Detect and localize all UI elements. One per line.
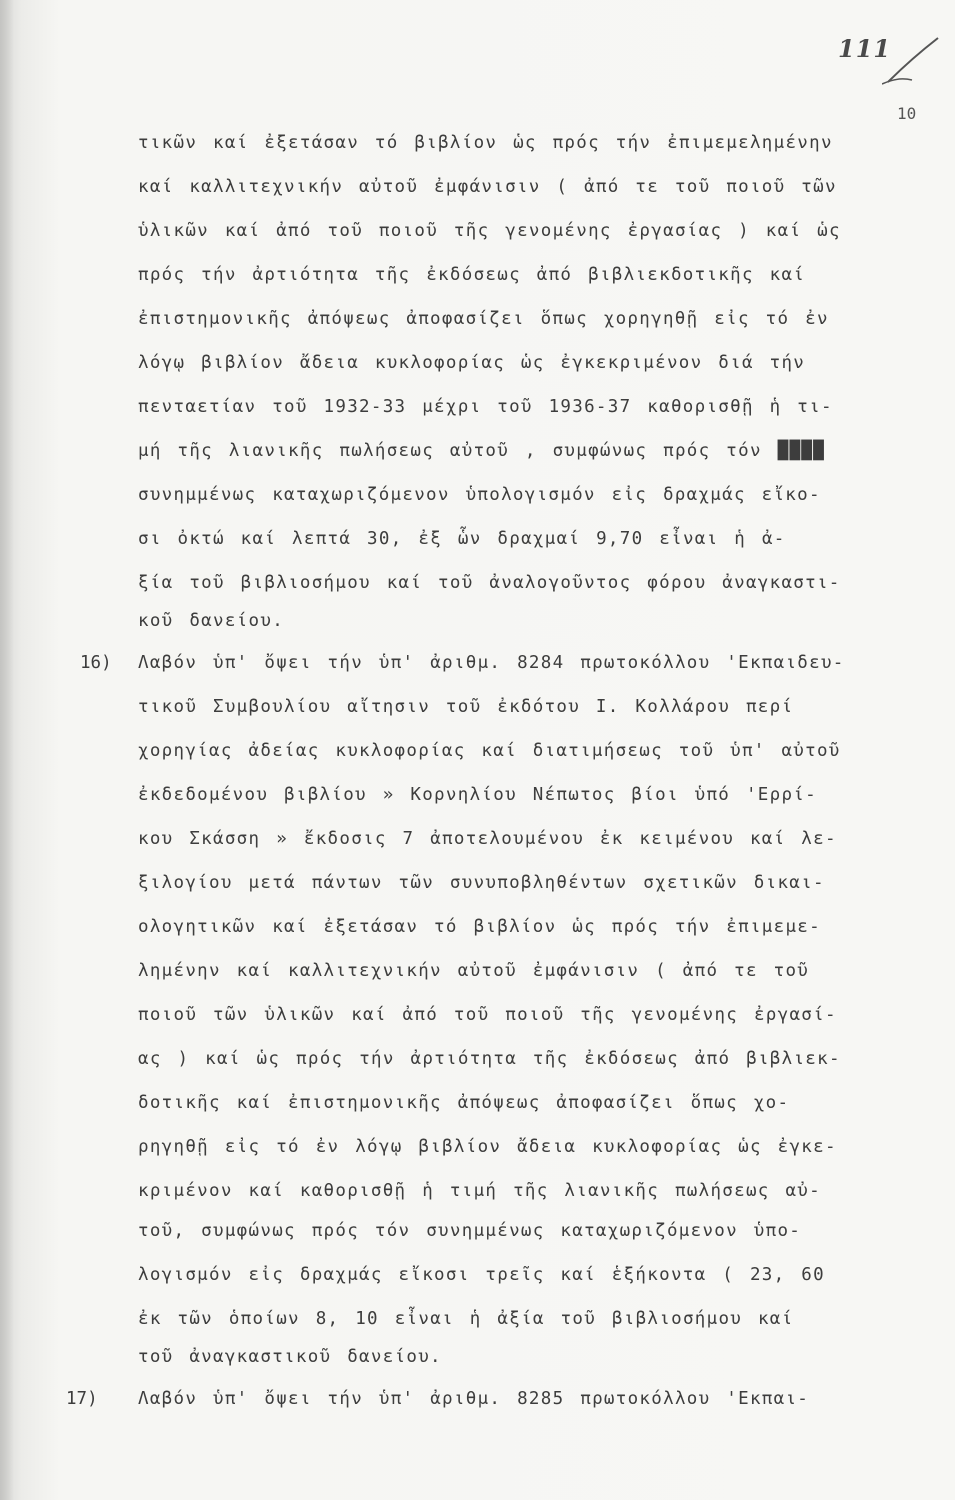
text-line: σι ὀκτώ καί λεπτά 30, ἐξ ὧν δραχμαί 9,70 εἶναι ἡ ἀ- [138,529,786,549]
text-line: Λαβόν ὑπ' ὄψει τήν ὑπ' ἀριθμ. 8285 πρωτοκόλλου 'Εκπαι- [138,1389,810,1409]
text-line: τικοῦ Συμβουλίου αἴτησιν τοῦ ἐκδότου Ι. Κολλάρου περί [138,697,794,717]
item-number-16: 16) [80,653,112,673]
text-line: τοῦ ἀναγκαστικοῦ δανείου. [138,1347,442,1367]
text-line: ξία τοῦ βιβλιοσήμου καί τοῦ ἀναλογοῦντος φόρου ἀναγκαστι- [138,573,841,593]
text-line: πρός τήν ἀρτιότητα τῆς ἐκδόσεως ἀπό βιβλιεκδοτικῆς καί [138,265,806,285]
text-line: μή τῆς λιανικῆς πωλήσεως αὐτοῦ , συμφώνως πρός τόν ████ [138,441,825,461]
page-number: 10 [897,104,917,123]
text-line: ας ) καί ὡς πρός τήν ἀρτιότητα τῆς ἐκδόσεως ἀπό βιβλιεκ- [138,1049,841,1069]
text-line: λημένην καί καλλιτεχνικήν αὐτοῦ ἐμφάνισιν ( ἀπό τε τοῦ [138,961,810,981]
text-line: ἐκ τῶν ὁποίων 8, 10 εἶναι ἡ ἀξία τοῦ βιβλιοσήμου καί [138,1309,794,1329]
text-line: δοτικῆς καί ἐπιστημονικῆς ἀπόψεως ἀποφασίζει ὅπως χο- [138,1093,790,1113]
item-number-17: 17) [66,1389,98,1409]
text-line: καί καλλιτεχνικήν αὐτοῦ ἐμφάνισιν ( ἀπό τε τοῦ ποιοῦ τῶν [138,177,837,197]
text-line: χορηγίας ἀδείας κυκλοφορίας καί διατιμήσεως τοῦ ὑπ' αὐτοῦ [138,741,841,761]
text-line: ρηγηθῇ εἰς τό ἐν λόγῳ βιβλίον ἄδεια κυκλοφορίας ὡς ἐγκε- [138,1137,837,1157]
folio-slash-mark [882,34,942,94]
folio-number: 111 [838,34,892,63]
text-line: λογισμόν εἰς δραχμάς εἴκοσι τρεῖς καί ἑξήκοντα ( 23, 60 [138,1265,825,1285]
text-line: κου Σκάσση » ἔκδοσις 7 ἀποτελουμένου ἐκ κειμένου καί λε- [138,829,837,849]
text-line: ξιλογίου μετά πάντων τῶν συνυποβληθέντων σχετικῶν δικαι- [138,873,825,893]
text-line: ολογητικῶν καί ἐξετάσαν τό βιβλίον ὡς πρός τήν ἐπιμεμε- [138,917,821,937]
text-line: τοῦ, συμφώνως πρός τόν συνημμένως καταχωριζόμενον ὑπο- [138,1221,802,1241]
binding-shadow [0,0,14,1500]
text-line: κριμένον καί καθορισθῇ ἡ τιμή τῆς λιανικῆς πωλήσεως αὐ- [138,1181,821,1201]
text-line: πενταετίαν τοῦ 1932-33 μέχρι τοῦ 1936-37 καθορισθῇ ἡ τι- [138,397,833,417]
text-line: Λαβόν ὑπ' ὄψει τήν ὑπ' ἀριθμ. 8284 πρωτοκόλλου 'Εκπαιδευ- [138,653,845,673]
text-line: τικῶν καί ἐξετάσαν τό βιβλίον ὡς πρός τήν ἐπιμεμελημένην [138,133,833,153]
text-line: κοῦ δανείου. [138,611,285,631]
text-line: ἐκδεδομένου βιβλίου » Κορνηλίου Νέπωτος βίοι ὑπό 'Ερρί- [138,785,817,805]
text-line: λόγῳ βιβλίον ἄδεια κυκλοφορίας ὡς ἐγκεκριμένον διά τήν [138,353,806,373]
text-line: συνημμένως καταχωριζόμενον ὑπολογισμόν εἰς δραχμάς εἴκο- [138,485,821,505]
text-line: ἐπιστημονικῆς ἀπόψεως ἀποφασίζει ὅπως χορηγηθῇ εἰς τό ἐν [138,309,829,329]
text-line: ὑλικῶν καί ἀπό τοῦ ποιοῦ τῆς γενομένης ἐργασίας ) καί ὡς [138,221,841,241]
handwritten-folio [838,34,938,104]
text-line: ποιοῦ τῶν ὑλικῶν καί ἀπό τοῦ ποιοῦ τῆς γενομένης ἐργασί- [138,1005,837,1025]
